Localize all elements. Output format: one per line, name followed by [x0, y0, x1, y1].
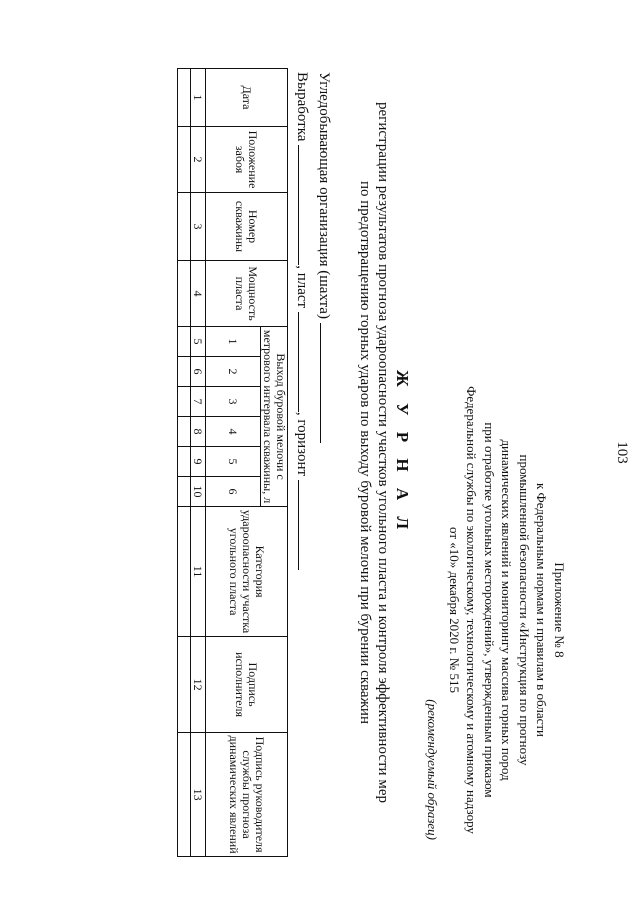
subtitle-line: по предотвращению горных ударов по выходу буровой мелочи при бурении скважин	[357, 181, 373, 724]
table-cell[interactable]	[178, 387, 191, 417]
column-number: 11	[191, 507, 206, 637]
column-number: 3	[191, 193, 206, 261]
appendix-line: Приложение № 8	[552, 562, 567, 658]
page-number: 103	[614, 441, 630, 464]
appendix-line: к Федеральным нормам и правилам в области	[534, 482, 550, 738]
table-cell[interactable]	[178, 127, 191, 193]
appendix-line: Федеральной службы по экологическому, технологическому и атомному надзору	[464, 386, 480, 834]
table-cell[interactable]	[178, 447, 191, 477]
header-signature-executor: Подпись исполнителя	[206, 637, 288, 733]
header-interval: 6	[206, 477, 261, 507]
column-number: 2	[191, 127, 206, 193]
working-blank[interactable]	[298, 145, 312, 265]
column-number: 7	[191, 387, 206, 417]
header-drill-output: Выход буровой мелочи с метрового интервала скважины, л	[261, 327, 288, 507]
table-cell[interactable]	[178, 417, 191, 447]
column-number: 4	[191, 261, 206, 327]
header-interval: 3	[206, 387, 261, 417]
seam-label: , пласт	[294, 265, 310, 309]
horizon-label: , горизонт	[294, 411, 310, 477]
table-cell[interactable]	[178, 637, 191, 733]
organization-blank[interactable]	[320, 323, 334, 443]
column-number: 13	[191, 733, 206, 857]
organization-line	[315, 72, 334, 443]
subtitle-line: регистрации результатов прогноза удароопасности участков угольного пласта и контроля эффективности мер	[375, 102, 391, 803]
header-interval: 5	[206, 447, 261, 477]
appendix-line: от «10» декабря 2020 г. № 515	[447, 527, 462, 693]
column-number: 6	[191, 357, 206, 387]
table-cell[interactable]	[178, 477, 191, 507]
horizon-blank[interactable]	[298, 480, 312, 570]
working-line	[293, 72, 312, 570]
header-category: Категория удароопасности участка угольного пласта	[206, 507, 288, 637]
table-cell[interactable]	[178, 193, 191, 261]
column-number: 8	[191, 417, 206, 447]
appendix-line: при отработке угольных месторождений», утвержденным приказом	[482, 422, 497, 798]
journal-table	[177, 68, 288, 857]
header-face-position: Положение забоя	[206, 127, 288, 193]
appendix-block	[446, 380, 569, 840]
column-number: 5	[191, 327, 206, 357]
organization-label: Угледобывающая организация (шахта)	[316, 72, 332, 319]
table-cell[interactable]	[178, 327, 191, 357]
column-number: 1	[191, 69, 206, 127]
header-well-number: Номер скважины	[206, 193, 288, 261]
table-cell[interactable]	[178, 733, 191, 857]
column-number: 9	[191, 447, 206, 477]
appendix-line: динамических явлений и мониторингу массива горных пород	[499, 439, 515, 781]
header-interval: 4	[206, 417, 261, 447]
seam-blank[interactable]	[298, 312, 312, 412]
table-cell[interactable]	[178, 261, 191, 327]
table-cell[interactable]	[178, 69, 191, 127]
empty-data-row	[178, 69, 191, 857]
appendix-line: промышленной безопасности «Инструкция по прогнозу	[517, 454, 532, 766]
working-label: Выработка	[294, 72, 310, 142]
header-date: Дата	[206, 69, 288, 127]
journal-subtitle	[356, 20, 392, 885]
column-number: 12	[191, 637, 206, 733]
table-cell[interactable]	[178, 507, 191, 637]
header-interval: 2	[206, 357, 261, 387]
header-seam-thickness: Мощность пласта	[206, 261, 288, 327]
header-signature-head: Подпись руководителя службы прогноза динамических явлений	[206, 733, 288, 857]
column-number-row	[191, 69, 206, 857]
recommended-sample-note: (рекомендуемый образец)	[425, 699, 440, 840]
table-cell[interactable]	[178, 357, 191, 387]
header-interval: 1	[206, 327, 261, 357]
journal-title: Ж У Р Н А Л	[393, 369, 412, 536]
column-number: 10	[191, 477, 206, 507]
